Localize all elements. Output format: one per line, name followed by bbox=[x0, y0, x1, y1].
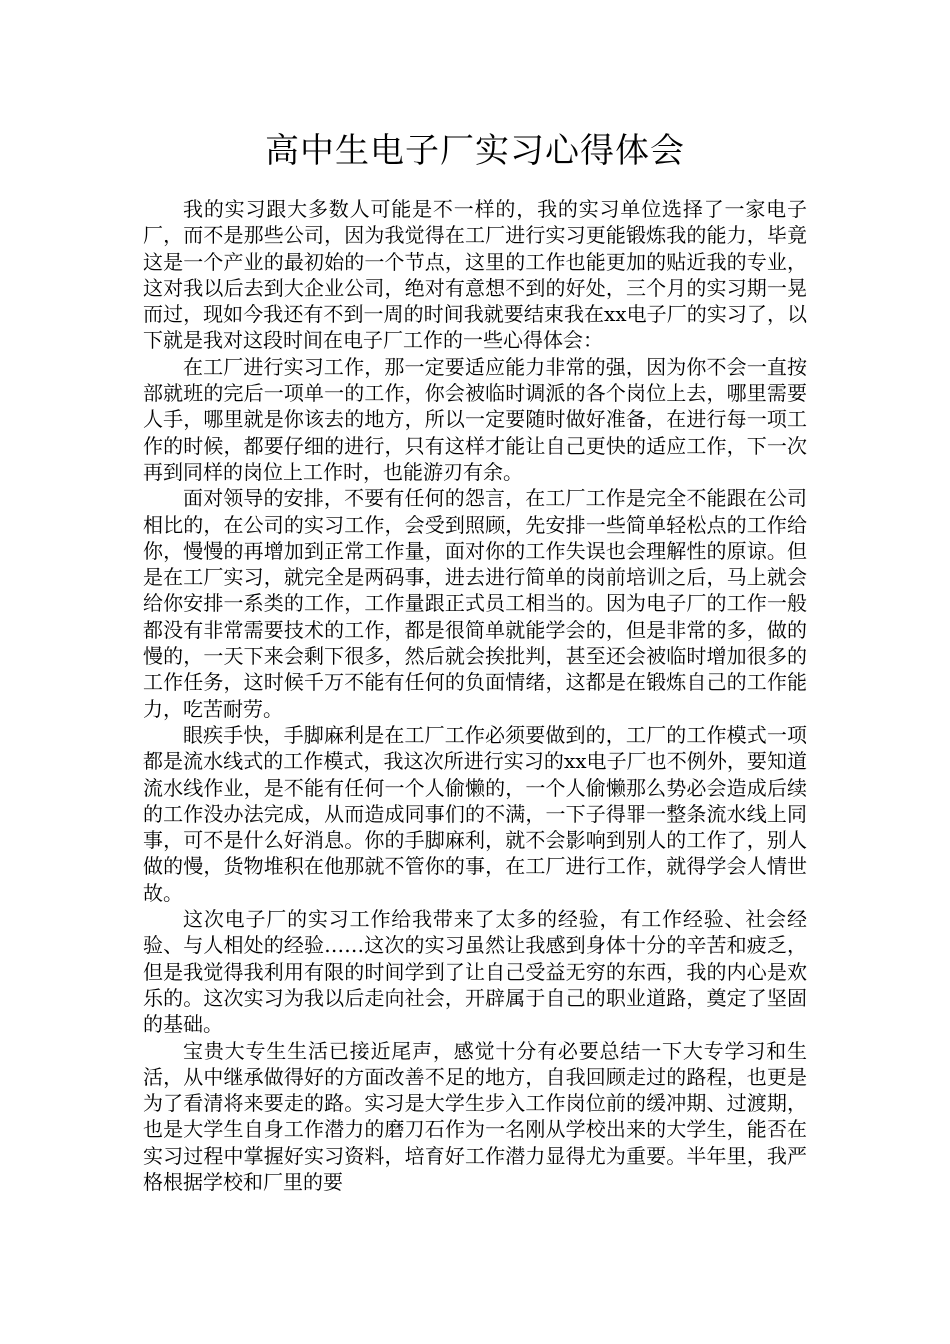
document-title: 高中生电子厂实习心得体会 bbox=[265, 131, 685, 171]
document-body bbox=[143, 196, 807, 1195]
paragraph-2: 在工厂进行实习工作，那一定要适应能力非常的强，因为你不会一直按部就班的完后一项单一的工作，你会被临时调派的各个岗位上去，哪里需要人手，哪里就是你该去的地方，所以一定要随时做好准备，在进行每一项工作的时候，都要仔细的进行，只有这样才能让自己更快的适应工作，下一次再到同样的岗位上工作时，也能游刃有余。 bbox=[143, 354, 807, 484]
paragraph-4: 眼疾手快，手脚麻利是在工厂工作必须要做到的，工厂的工作模式一项都是流水线式的工作模式，我这次所进行实习的xx电子厂也不例外，要知道流水线作业，是不能有任何一个人偷懒的，一个人偷懒那么势必会造成后续的工作没办法完成，从而造成同事们的不满，一下子得罪一整条流水线上同事，可不是什么好消息。你的手脚麻利，就不会影响到别人的工作了，别人做的慢，货物堆积在他那就不管你的事，在工厂进行工作，就得学会人情世故。 bbox=[143, 722, 807, 905]
paragraph-3: 面对领导的安排，不要有任何的怨言，在工厂工作是完全不能跟在公司相比的，在公司的实习工作，会受到照顾，先安排一些简单轻松点的工作给你，慢慢的再增加到正常工作量，面对你的工作失误也会理解性的原谅。但是在工厂实习，就完全是两码事，进去进行简单的岗前培训之后，马上就会给你安排一系类的工作，工作量跟正式员工相当的。因为电子厂的工作一般都没有非常需要技术的工作，都是很简单就能学会的，但是非常的多，做的慢的，一天下来会剩下很多，然后就会挨批判，甚至还会被临时增加很多的工作任务，这时候千万不能有任何的负面情绪，这都是在锻炼自己的工作能力，吃苦耐劳。 bbox=[143, 486, 807, 721]
paragraph-1: 我的实习跟大多数人可能是不一样的，我的实习单位选择了一家电子厂，而不是那些公司，因为我觉得在工厂进行实习更能锻炼我的能力，毕竟这是一个产业的最初始的一个节点，这里的工作也能更加的贴近我的专业，这对我以后去到大企业公司，绝对有意想不到的好处，三个月的实习期一晃而过，现如今我还有不到一周的时间我就要结束我在xx电子厂的实习了，以下就是我对这段时间在电子厂工作的一些心得体会： bbox=[143, 197, 807, 353]
paragraph-5: 这次电子厂的实习工作给我带来了太多的经验，有工作经验、社会经验、与人相处的经验……这次的实习虽然让我感到身体十分的辛苦和疲乏，但是我觉得我利用有限的时间学到了让自己受益无穷的东西，我的内心是欢乐的。这次实习为我以后走向社会，开辟属于自己的职业道路，奠定了坚固的基础。 bbox=[143, 907, 807, 1037]
paragraph-6: 宝贵大专生生活已接近尾声，感觉十分有必要总结一下大专学习和生活，从中继承做得好的方面改善不足的地方，自我回顾走过的路程，也更是为了看清将来要走的路。实习是大学生步入工作岗位前的缓冲期、过渡期，也是大学生自身工作潜力的磨刀石作为一名刚从学校出来的大学生，能否在实习过程中掌握好实习资料，培育好工作潜力显得尤为重要。半年里，我严格根据学校和厂里的要 bbox=[143, 1038, 807, 1194]
